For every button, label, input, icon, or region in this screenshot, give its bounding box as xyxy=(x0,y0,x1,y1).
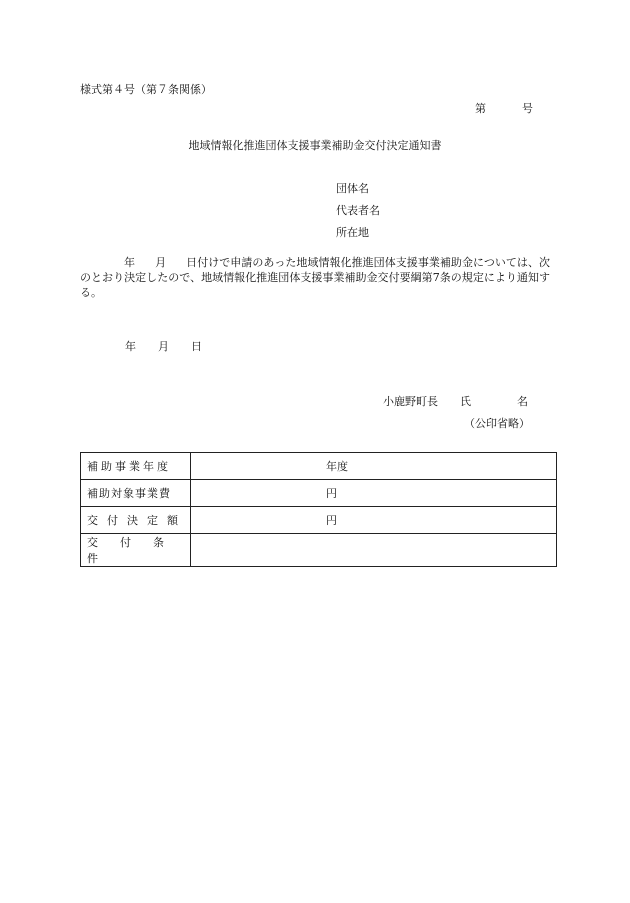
recipient-group-label: 団体名 xyxy=(336,182,369,195)
table-row xyxy=(81,507,557,534)
sender-shi: 氏 xyxy=(460,395,471,408)
sender-mei: 名 xyxy=(517,395,528,408)
doc-number-prefix: 第 xyxy=(475,102,486,115)
body-text: 日付けで申請のあった地域情報化推進団体支援事業補助金については、次のとおり決定したので、地域情報化推進団体支援事業補助金交付要綱第7条の規定により通知する。 xyxy=(80,256,551,299)
notice-body xyxy=(80,255,550,300)
row-value-eligible-cost: 円 xyxy=(191,480,557,507)
recipient-address-label: 所在地 xyxy=(336,226,369,239)
form-number: 様式第４号（第７条関係） xyxy=(80,83,212,96)
issue-date-month: 月 xyxy=(158,340,169,353)
recipient-representative-label: 代表者名 xyxy=(336,204,380,217)
sender-line xyxy=(383,393,528,409)
issue-date-year: 年 xyxy=(125,340,136,353)
row-value-fiscal-year: 年度 xyxy=(191,453,557,480)
issue-date xyxy=(125,338,202,354)
table-row xyxy=(81,534,557,567)
doc-number-suffix: 号 xyxy=(522,102,533,115)
seal-omitted-note: （公印省略） xyxy=(464,417,530,430)
table-row xyxy=(81,453,557,480)
row-label-fiscal-year: 補助事業年度 xyxy=(81,453,191,480)
row-value-grant-amount: 円 xyxy=(191,507,557,534)
subsidy-info-table xyxy=(80,452,557,567)
body-date-month: 月 xyxy=(155,256,167,269)
row-value-conditions xyxy=(191,534,557,567)
row-label-grant-amount: 交付決定額 xyxy=(81,507,191,534)
sender-title: 小鹿野町長 xyxy=(383,395,438,408)
row-label-eligible-cost: 補助対象事業費 xyxy=(81,480,191,507)
document-title: 地域情報化推進団体支援事業補助金交付決定通知書 xyxy=(188,139,442,152)
table-row xyxy=(81,480,557,507)
body-date-year: 年 xyxy=(124,256,136,269)
row-label-conditions: 交付条件 xyxy=(81,534,191,567)
issue-date-day: 日 xyxy=(191,340,202,353)
